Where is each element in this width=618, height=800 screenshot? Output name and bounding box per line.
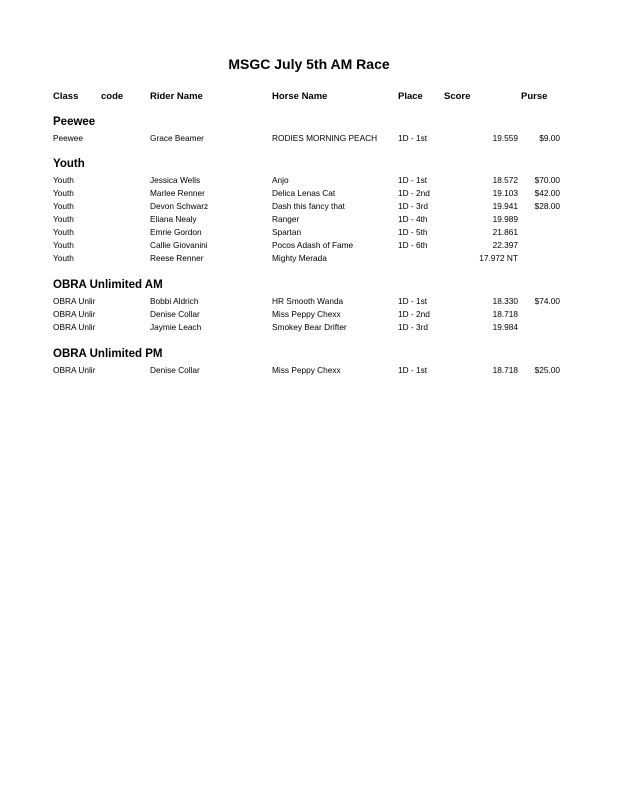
table-row bbox=[0, 175, 618, 187]
cell-rider: Eliana Nealy bbox=[150, 214, 197, 224]
cell-rider: Jaymie Leach bbox=[150, 322, 202, 332]
cell-horse: Pocos Adash of Fame bbox=[272, 240, 354, 250]
cell-rider: Grace Beamer bbox=[150, 133, 204, 143]
cell-purse: $70.00 bbox=[534, 175, 560, 185]
cell-class: OBRA Unlir bbox=[53, 365, 96, 375]
cell-class: Youth bbox=[53, 188, 74, 198]
table-row bbox=[0, 240, 618, 252]
cell-purse: $42.00 bbox=[534, 188, 560, 198]
cell-place: 1D - 1st bbox=[398, 365, 428, 375]
table-row bbox=[0, 322, 618, 334]
column-header-row bbox=[0, 91, 618, 103]
cell-score: 19.984 bbox=[492, 322, 518, 332]
table-row bbox=[0, 201, 618, 213]
cell-purse: $28.00 bbox=[534, 201, 560, 211]
cell-place: 1D - 1st bbox=[398, 296, 428, 306]
cell-class: Youth bbox=[53, 240, 74, 250]
cell-horse: Smokey Bear Drifter bbox=[272, 322, 347, 332]
cell-horse: HR Smooth Wanda bbox=[272, 296, 344, 306]
cell-place: 1D - 4th bbox=[398, 214, 428, 224]
page-title: MSGC July 5th AM Race bbox=[228, 56, 390, 72]
cell-place: 1D - 1st bbox=[398, 175, 428, 185]
cell-purse: $9.00 bbox=[539, 133, 560, 143]
table-row bbox=[0, 309, 618, 321]
header-class: Class bbox=[53, 91, 79, 102]
table-row bbox=[0, 214, 618, 226]
cell-rider: Jessica Wells bbox=[150, 175, 201, 185]
cell-horse: Spartan bbox=[272, 227, 302, 237]
cell-score: 17.972 NT bbox=[479, 253, 518, 263]
section-title: Youth bbox=[53, 158, 85, 170]
cell-class: OBRA Unlir bbox=[53, 309, 96, 319]
cell-class: Youth bbox=[53, 253, 74, 263]
cell-rider: Emrie Gordon bbox=[150, 227, 202, 237]
table-row bbox=[0, 296, 618, 308]
cell-score: 18.718 bbox=[492, 365, 518, 375]
header-place: Place bbox=[398, 91, 423, 102]
cell-place: 1D - 2nd bbox=[398, 188, 430, 198]
cell-class: Youth bbox=[53, 214, 74, 224]
cell-horse: Mighty Merada bbox=[272, 253, 327, 263]
table-row bbox=[0, 133, 618, 145]
cell-horse: Miss Peppy Chexx bbox=[272, 365, 341, 375]
cell-rider: Callie Giovanini bbox=[150, 240, 208, 250]
cell-rider: Denise Collar bbox=[150, 365, 200, 375]
cell-rider: Devon Schwarz bbox=[150, 201, 209, 211]
table-row bbox=[0, 188, 618, 200]
section-title: OBRA Unlimited PM bbox=[53, 348, 163, 360]
header-code: code bbox=[101, 91, 124, 102]
cell-place: 1D - 1st bbox=[398, 133, 428, 143]
cell-rider: Bobbi Aldrich bbox=[150, 296, 199, 306]
cell-class: Peewee bbox=[53, 133, 83, 143]
cell-horse: Delica Lenas Cat bbox=[272, 188, 336, 198]
cell-rider: Reese Renner bbox=[150, 253, 204, 263]
cell-rider: Marlee Renner bbox=[150, 188, 205, 198]
cell-score: 19.989 bbox=[492, 214, 518, 224]
cell-score: 21.861 bbox=[492, 227, 518, 237]
cell-place: 1D - 3rd bbox=[398, 322, 428, 332]
cell-place: 1D - 2nd bbox=[398, 309, 430, 319]
cell-horse: Anjo bbox=[272, 175, 289, 185]
cell-class: OBRA Unlir bbox=[53, 322, 96, 332]
table-row bbox=[0, 365, 618, 377]
header-purse: Purse bbox=[521, 91, 548, 102]
cell-score: 18.330 bbox=[492, 296, 518, 306]
cell-horse: Dash this fancy that bbox=[272, 201, 345, 211]
cell-place: 1D - 6th bbox=[398, 240, 428, 250]
header-score: Score bbox=[444, 91, 471, 102]
section-title: Peewee bbox=[53, 116, 96, 128]
cell-class: OBRA Unlir bbox=[53, 296, 96, 306]
cell-class: Youth bbox=[53, 227, 74, 237]
cell-score: 19.103 bbox=[492, 188, 518, 198]
cell-purse: $25.00 bbox=[534, 365, 560, 375]
cell-rider: Denise Collar bbox=[150, 309, 200, 319]
cell-horse: Miss Peppy Chexx bbox=[272, 309, 341, 319]
cell-score: 18.572 bbox=[492, 175, 518, 185]
cell-place: 1D - 3rd bbox=[398, 201, 428, 211]
cell-class: Youth bbox=[53, 175, 74, 185]
section-title: OBRA Unlimited AM bbox=[53, 279, 163, 291]
header-horse-name: Horse Name bbox=[272, 91, 328, 102]
cell-horse: RODIES MORNING PEACH bbox=[272, 133, 378, 143]
cell-score: 19.941 bbox=[492, 201, 518, 211]
table-row bbox=[0, 227, 618, 239]
cell-place: 1D - 5th bbox=[398, 227, 428, 237]
cell-horse: Ranger bbox=[272, 214, 300, 224]
cell-class: Youth bbox=[53, 201, 74, 211]
cell-score: 19.559 bbox=[492, 133, 518, 143]
cell-score: 18.718 bbox=[492, 309, 518, 319]
table-row bbox=[0, 253, 618, 265]
cell-score: 22.397 bbox=[492, 240, 518, 250]
cell-purse: $74.00 bbox=[534, 296, 560, 306]
header-rider-name: Rider Name bbox=[150, 91, 203, 102]
